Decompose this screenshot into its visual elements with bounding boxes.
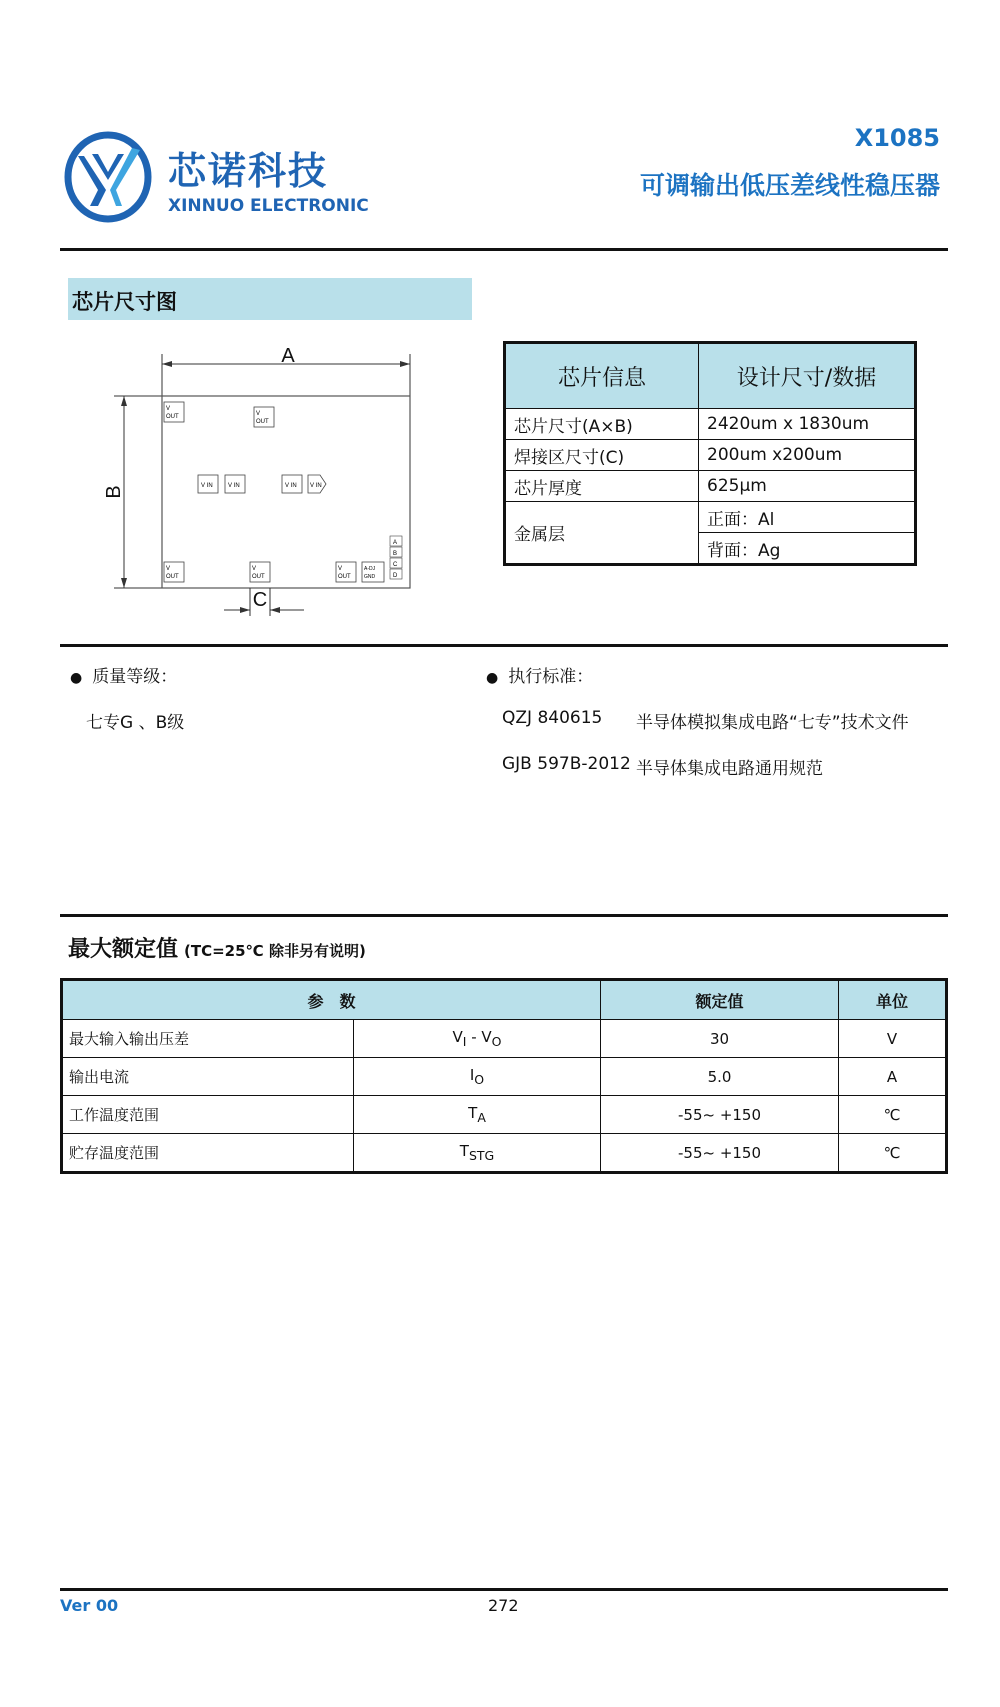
section-heading-text: 芯片尺寸图 [72, 290, 177, 314]
info-value-back: 背面：Ag [699, 533, 916, 565]
ratings-title-text: 最大额定值 [68, 937, 179, 962]
svg-text:OUT: OUT [166, 414, 179, 420]
rating-value: 5.0 [601, 1058, 839, 1096]
info-label: 芯片尺寸(A×B) [505, 409, 699, 440]
brand-name-en: XINNUO ELECTRONIC [168, 196, 369, 216]
svg-text:GND: GND [364, 574, 376, 580]
info-label: 焊接区尺寸(C) [505, 440, 699, 471]
rating-value: -55~ +150 [601, 1134, 839, 1173]
dim-c-label: C [252, 589, 268, 611]
header-divider [60, 248, 948, 251]
section-divider [60, 644, 948, 647]
svg-text:V IN: V IN [310, 483, 322, 489]
pad-vout-4 [250, 562, 270, 582]
table-row [62, 1058, 947, 1096]
standard-code: GJB 597B-2012 [502, 754, 631, 774]
version-label: Ver 00 [60, 1596, 119, 1615]
rating-symbol: $I_O$ [354, 1058, 601, 1096]
section-divider [60, 914, 948, 917]
svg-text:V IN: V IN [285, 483, 297, 489]
standard-code: QZJ 840615 [502, 708, 603, 728]
ratings-header-unit: 单位 [839, 980, 947, 1020]
standard-desc: 半导体集成电路通用规范 [636, 759, 823, 779]
ratings-subtitle: (TC=25℃ 除非另有说明) [184, 942, 366, 960]
standards-heading: ● 执行标准： [486, 662, 593, 687]
pad-adj-gnd [362, 562, 384, 582]
dim-b-label: B [103, 485, 125, 499]
rating-name: 最大输入输出压差 [62, 1020, 354, 1058]
svg-text:V IN: V IN [228, 483, 240, 489]
part-number: X1085 [854, 124, 940, 152]
svg-text:V: V [256, 411, 261, 417]
table-row [62, 1096, 947, 1134]
pad-vin-3 [282, 475, 302, 493]
standard-desc: 半导体模拟集成电路“七专”技术文件 [636, 713, 909, 733]
svg-text:V: V [166, 406, 171, 412]
info-value-front: 正面：Al [699, 502, 916, 533]
ratings-header-param: 参 数 [62, 980, 601, 1020]
info-value: 625μm [699, 471, 916, 502]
table-row [62, 1020, 947, 1058]
table-row [505, 502, 916, 533]
quality-heading: ● 质量等级： [70, 662, 177, 687]
info-label: 芯片厚度 [505, 471, 699, 502]
footer-divider [60, 1588, 948, 1591]
quality-value: 七专G 、B级 [86, 713, 185, 733]
rating-unit: A [839, 1058, 947, 1096]
pad-vout-1 [164, 402, 184, 422]
svg-text:V: V [166, 566, 171, 572]
rating-symbol: $T_{STG}$ [354, 1134, 601, 1173]
rating-unit: ℃ [839, 1096, 947, 1134]
ratings-header-value: 额定值 [601, 980, 839, 1020]
max-ratings-table [60, 978, 948, 1174]
info-value: 2420um x 1830um [699, 409, 916, 440]
svg-text:V IN: V IN [201, 483, 213, 489]
brand-name-cn: 芯诺科技 [168, 149, 329, 193]
svg-text:OUT: OUT [256, 419, 269, 425]
pad-vin-1 [198, 475, 218, 493]
info-header-design: 设计尺寸/数据 [699, 343, 916, 409]
svg-text:OUT: OUT [166, 574, 179, 580]
info-header-chip: 芯片信息 [505, 343, 699, 409]
table-row [505, 471, 916, 502]
svg-text:A-DJ: A-DJ [364, 566, 376, 572]
table-row [505, 409, 916, 440]
ratings-title [68, 932, 366, 963]
rating-symbol: $T_A$ [354, 1096, 601, 1134]
dim-a-label: A [281, 345, 295, 367]
die-layout-drawing [103, 340, 428, 620]
pad-vout-3 [164, 562, 184, 582]
svg-text:D: D [393, 573, 398, 579]
rating-name: 贮存温度范围 [62, 1134, 354, 1173]
svg-text:V: V [338, 566, 343, 572]
chip-info-table [503, 341, 917, 566]
rating-value: 30 [601, 1020, 839, 1058]
svg-text:A: A [393, 540, 398, 546]
info-value: 200um x200um [699, 440, 916, 471]
svg-text:V: V [252, 566, 257, 572]
svg-text:B: B [393, 551, 398, 557]
svg-text:OUT: OUT [338, 574, 351, 580]
rating-unit: V [839, 1020, 947, 1058]
rating-name: 输出电流 [62, 1058, 354, 1096]
svg-text:OUT: OUT [252, 574, 265, 580]
page-number: 272 [488, 1596, 519, 1615]
rating-unit: ℃ [839, 1134, 947, 1173]
pad-vout-5 [336, 562, 356, 582]
company-logo-icon [62, 128, 154, 226]
rating-symbol: $V_I - V_O$ [354, 1020, 601, 1058]
section-heading-die [68, 278, 472, 320]
rating-name: 工作温度范围 [62, 1096, 354, 1134]
part-description: 可调输出低压差线性稳压器 [639, 171, 940, 200]
table-row [505, 440, 916, 471]
pad-vout-2 [254, 407, 274, 427]
table-row [62, 1134, 947, 1173]
info-label: 金属层 [505, 502, 699, 565]
rating-value: -55~ +150 [601, 1096, 839, 1134]
svg-text:C: C [393, 562, 398, 568]
pad-vin-2 [225, 475, 245, 493]
